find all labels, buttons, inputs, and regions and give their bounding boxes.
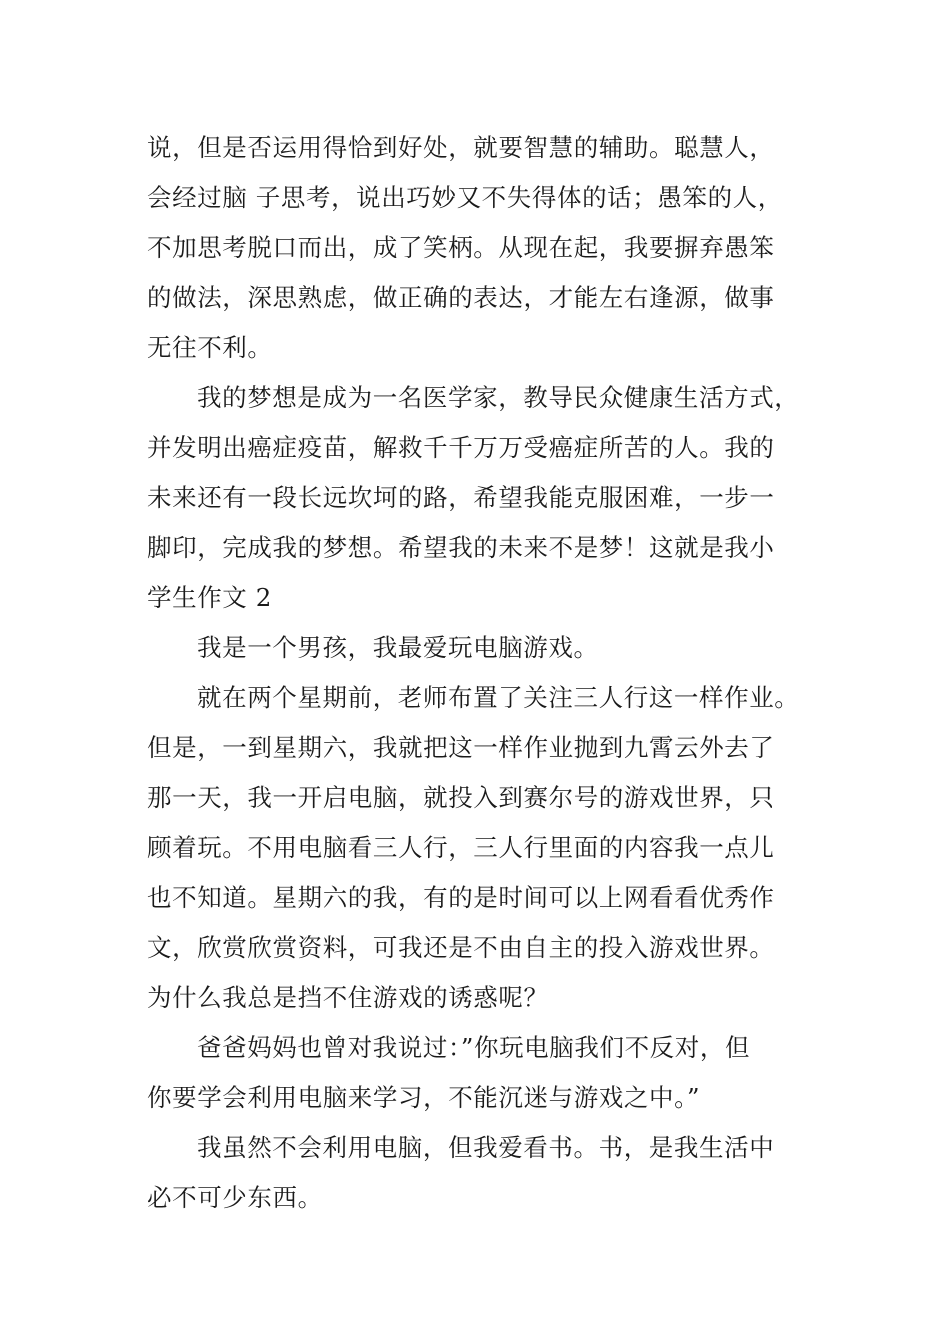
text-line: 文，欣赏欣赏资料，可我还是不由自主的投入游戏世界。 (147, 933, 775, 962)
text-line: 学生作文 2 (147, 583, 272, 612)
text-line: 必不可少东西。 (147, 1183, 323, 1212)
text-line: 顾着玩。不用电脑看三人行，三人行里面的内容我一点儿 (147, 833, 775, 862)
text-line: 说，但是否运用得恰到好处，就要智慧的辅助。聪慧人， (147, 133, 775, 162)
text-line: 那一天，我一开启电脑，就投入到赛尔号的游戏世界，只 (147, 783, 775, 812)
text-line: 也不知道。星期六的我，有的是时间可以上网看看优秀作 (147, 883, 775, 912)
text-line: 无往不利。 (147, 333, 273, 362)
text-line: 未来还有一段长远坎坷的路，希望我能克服困难，一步一 (147, 483, 775, 512)
text-line: 并发明出癌症疫苗，解救千千万万受癌症所苦的人。我的 (147, 433, 775, 462)
paragraph-first-line: 爸爸妈妈也曾对我说过：”你玩电脑我们不反对，但 (197, 1033, 751, 1062)
text-line: 不加思考脱口而出，成了笑柄。从现在起，我要摒弃愚笨 (147, 233, 775, 262)
text-line: 脚印，完成我的梦想。希望我的未来不是梦！这就是我小 (147, 533, 775, 562)
paragraph-first-line: 我是一个男孩，我最爱玩电脑游戏。 (197, 633, 599, 662)
paragraph-first-line: 我虽然不会利用电脑，但我爱看书。书，是我生活中 (197, 1133, 775, 1162)
text-line: 的做法，深思熟虑，做正确的表达，才能左右逢源，做事 (147, 283, 775, 312)
text-line: 会经过脑 子思考，说出巧妙又不失得体的话；愚笨的人， (147, 183, 783, 212)
text-line: 你要学会利用电脑来学习，不能沉迷与游戏之中。” (147, 1083, 701, 1112)
text-line: 但是，一到星期六，我就把这一样作业抛到九霄云外去了 (147, 733, 775, 762)
paragraph-first-line: 就在两个星期前，老师布置了关注三人行这一样作业。 (197, 683, 800, 712)
text-line: 为什么我总是挡不住游戏的诱惑呢？ (147, 983, 549, 1012)
paragraph-first-line: 我的梦想是成为一名医学家，教导民众健康生活方式， (197, 383, 800, 412)
